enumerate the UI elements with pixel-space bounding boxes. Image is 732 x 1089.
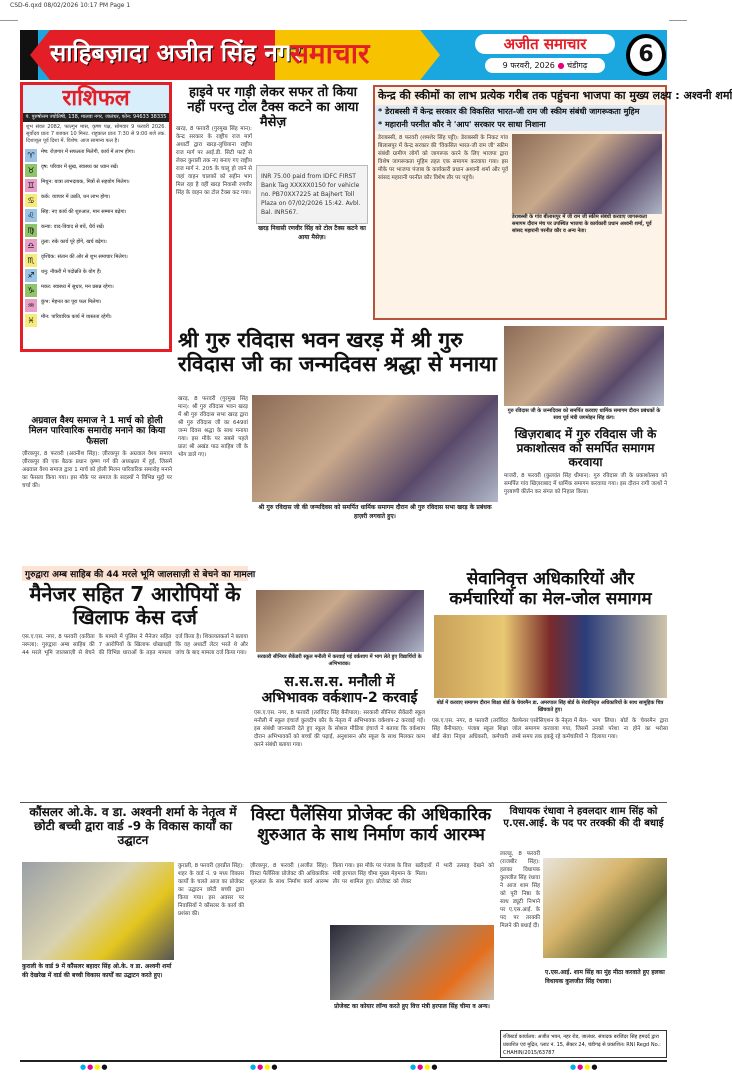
section-title: साहिबज़ादा अजीत सिंह नगर xyxy=(50,39,302,67)
crop-mark xyxy=(669,20,687,21)
manauli-article xyxy=(252,654,427,749)
gurdwara-kicker: गुरुद्वारा अम्ब साहिब की 44 मरले भूमि जालसाज़ी से बेचने का मामला xyxy=(22,566,248,581)
councillor-headline: कौंसलर ओ.के. व डा. अश्वनी शर्मा के नेतृत्व में छोटी बच्ची द्वारा वार्ड -9 के विकास कार्यों का उद्घाटन xyxy=(29,805,237,847)
kendra-figure xyxy=(512,134,662,235)
highway-caption: खरड़ निवासी रणवीर सिंह को टोल टैक्स कटने का आया मैसेज़। xyxy=(258,225,366,241)
zodiac-icon: ♑ xyxy=(25,284,37,297)
rashi-text: वृष: परिवार में सुख, स्वास्थ्य का ध्यान रखें। xyxy=(41,164,119,170)
vista-headline: विस्टा पैलेंसिया प्रोजेक्ट की अधिकारिक शुरुआत के साथ निर्माण कार्य आरम्भ xyxy=(250,805,492,845)
rashi-text: मीन: पारिवारिक कार्य में व्यस्तता रहेगी। xyxy=(41,314,112,320)
rashi-item-2 xyxy=(25,179,167,192)
rashifal-box xyxy=(20,82,172,352)
khizrabad-headline: खिज़राबाद में गुरु रविदास जी के प्रकाशोत्सव को समर्पित समागम करवाया xyxy=(514,427,657,469)
rashi-item-11 xyxy=(25,314,167,327)
crop-mark xyxy=(0,20,18,21)
manauli-caption: सरकारी सीनियर सैकेंडरी स्कूल मनौली में करवाई गई वर्कशाप में भाग लेते हुए विद्यार्थियों के अभिभावक। xyxy=(257,654,422,667)
zodiac-icon: ♍ xyxy=(25,224,37,237)
masthead-banner xyxy=(20,30,667,80)
sms-screenshot: INR 75.00 paid from IDFC FIRST Bank Tag XXXXX0150 for vehicle no. PB70XX7225 at Bajhert Toll Plaza on 07/02/2026 15:42. Avbl. Bal. INR567. xyxy=(256,165,368,224)
rashi-item-10 xyxy=(25,299,167,312)
dot-icon: ● xyxy=(557,61,565,70)
khizrabad-body: माजरी, 8 फरवरी (कुलवंत सिंह धीमान): गुरु रविदास जी के प्रकाशोत्सव को समर्पित गांव खिज़राबाद में धार्मिक समागम करवाया गया। इस दौरान रागी जत्थों ने गुरबाणी कीर्तन कर संगत को निहाल किया। xyxy=(504,473,667,496)
section-word: समाचार xyxy=(290,37,370,70)
ravidas-caption: श्री गुरु रविदास जी की जन्मदिवस को समर्पित धार्मिक समागम दौरान श्री गुरु रविदास सभा खरड़ के प्रबंधक हाज़री लगवाते हुए। xyxy=(258,504,492,520)
councillor-caption: कुराली के वार्ड 9 में कौंसलर बहादर सिंह ओ.के. व डा. अश्वनी शर्मा की देखरेख में वार्ड की बच्ची विकास कार्यों का उद्घाटन करते हुए। xyxy=(22,963,172,979)
sevanivrit-body: एस.ए.एस. नगर, 8 फरवरी (तरविंदर सिंह बैनीपाल): पंजाब स्कूल शिक्षा बोर्ड सेवा निवृत्त अधिकारी, कर्मचारी वैलफेयर एसोसिएशन के नेतृत्व में मेल-जोल समागम करवाया गया, जिसमें लम्बे समय तक इकट्ठे रहे कर्मचारियों ने भाग लिया। बोर्ड के चेयरमैन द्वारा उनको परेशा ना होने का भरोसा दिलाया गया। xyxy=(432,718,668,740)
zodiac-icon: ♒ xyxy=(25,299,37,312)
vista-caption: प्रोजेक्ट का कोयार लॉन्च करते हुए वित्त मंत्री हरपाल सिंह चीमा व अन्य। xyxy=(334,1003,490,1010)
rashi-text: वृश्चिक: संतान की ओर से शुभ समाचार मिलेगा। xyxy=(41,254,128,260)
kendra-caption: डेराबस्सी के गांव बीलासपुर में जी राम जी स्कीम संबंधी करवाए जागरूकता समागम दौरान मंच पर उपस्थित भाजपा के कार्यकारी प्रधान अश्वनी शर्मा, पूर्व सांसद महारानी परनीत कौर व अन्य नेता। xyxy=(512,213,652,234)
city: चंडीगढ़ xyxy=(566,61,588,70)
rashi-item-6 xyxy=(25,239,167,252)
rashifal-intro: शुभ संवत 2082, फाल्गुन मास, कृष्ण पक्ष, सोमवार 9 फरवरी 2026. सूर्योदय प्रातः 7 बजकर 10 मिनट. राहुकाल प्रातः 7:30 से 9:00 बजे तक. दिशाशूल पूर्व दिशा में. विशेष: आज सामान्य फल है। xyxy=(26,124,166,144)
rashi-item-8 xyxy=(25,269,167,282)
zodiac-icon: ♏ xyxy=(25,254,37,267)
registration-marks: ●●●● xyxy=(570,1063,599,1071)
zodiac-icon: ♐ xyxy=(25,269,37,282)
manauli-body: एस.ए.एस. नगर, 8 फरवरी (तरविंदर सिंह बैनीपाल): सरकारी सीनियर सैकेंडरी स्कूल मनौली में स्कूल इंचार्ज कुलदीप कौर के नेतृत्व में अभिभावक वर्कशाप-2 करवाई गई। इस संबंधी जानकारी देते हुए स्कूल के सोशल मीडिया इंचार्ज ने बताया कि वर्कशाप दौरान अभिभावकों को बच्चों की पढ़ाई, अनुशासन और स्कूल के साथ मिलकर काम करने संबंधी बताया गया। xyxy=(254,710,425,749)
kendra-subhead-1: * डेराबस्सी में केन्द्र सरकार की विकसित भारत-जी राम जी स्कीम संबंधी जागरूकता मुहिम xyxy=(375,105,665,118)
vista-photo xyxy=(330,925,494,1000)
rashi-text: मेष: रोज़गार में सफलता मिलेगी, कार्य में लाभ होगा। xyxy=(41,149,135,155)
vidhayak-caption: ए.एस.आई. शाम सिंह का मुंह मीठा करवाते हुए हलका विधायक कुलजीत सिंह रंधावा। xyxy=(545,969,665,985)
zodiac-icon: ♎ xyxy=(25,239,37,252)
rashi-text: कर्क: व्यापार में उन्नति, धन लाभ होगा। xyxy=(41,194,111,200)
vidhayak-headline: विधायक रंधावा ने हवलदार शाम सिंह को ए.एस.आई. के पद पर तरक्की की दी बधाई xyxy=(503,806,664,829)
zodiac-icon: ♉ xyxy=(25,164,37,177)
divider xyxy=(20,802,667,803)
rashi-text: धनु: नौकरी में पदोन्नति के योग हैं। xyxy=(41,269,102,275)
councillor-body: कुराली, 8 फरवरी (हरप्रीत सिंह): शहर के वार्ड नं. 9 मध्य विकास कार्यों के चलते आज का प्रोजेक्ट का उद्घाटन छोटी बच्ची द्वारा किया गया। इस अवसर पर निवासियों ने कौंसलर के कार्य की प्रशंसा की। xyxy=(178,863,244,917)
imprint-box: रजिस्टर्ड कार्यालय: अजीत भवन, नहर रोड, जालंधर. संपादक बरजिंदर सिंह हमदर्द द्वारा प्रकाशित एवं मुद्रित, प्लाट नं. 15, सैक्टर 24, चंडीगढ़ से प्रकाशित। RNI Regd No.: CHAHIN/2015/63787 xyxy=(500,1030,667,1058)
sevanivrit-article xyxy=(432,700,668,741)
date-line xyxy=(485,58,605,73)
aggarwal-headline: अग्रवाल वैश्य समाज ने 1 मार्च को होली मिलन पारिवारिक समारोह मनाने का किया फैसला xyxy=(28,416,166,447)
rashi-item-5 xyxy=(25,224,167,237)
date: 9 फरवरी, 2026 xyxy=(502,61,555,70)
kendra-article xyxy=(375,131,665,234)
kendra-body: डेराबस्सी, 8 फरवरी (शमशेर सिंह पट्टी): डेराबस्सी के निकट गांव बिलासपुर में केन्द्र सरकार की 'विकसित भारत-जी राम जी' स्कीम संबंधी ग्रामीण लोगों को जागरूक करने के लिए भाजपा द्वारा विशेष जागरूकता मुहिम तहत एक समागम करवाया गया। इस मौके पर भाजपा पंजाब के कार्यकारी प्रधान अश्वनी शर्मा और पूर्व सांसद महारानी परनीत कौर विशेष तौर पर पहुंचे। xyxy=(378,134,508,181)
registration-marks: ●●●● xyxy=(80,1063,109,1071)
kendra-article-box xyxy=(373,85,732,320)
rashi-item-1 xyxy=(25,164,167,177)
kendra-subhead-2: * महारानी परनीत कौर ने 'आप' सरकार पर साधा निशाना xyxy=(375,118,665,131)
zodiac-icon: ♊ xyxy=(25,179,37,192)
vista-body: ज़ीरकपुर, 8 फरवरी (अजीत सिंह): विस्टा पैलेंसिया प्रोजेक्ट की अधिकारिक शुरुआत के साथ निर्माण कार्य आरम्भ किया गया। इस मौके पर पंजाब के वित्त मंत्री हरपाल सिंह चीमा मुख्य मेहमान के तौर पर शामिल हुए। प्रोजेक्ट को लेकर खरीदारों में भारी उत्साह देखने को मिला। xyxy=(250,863,494,885)
rashi-text: कुंभ: मेहनत का पूरा फल मिलेगा। xyxy=(41,299,102,305)
registration-marks: ●●●● xyxy=(250,1063,279,1071)
ravidas-body: खरड़, 8 फरवरी (गुरमुख सिंह मान): श्री गुरु रविदास भवन खरड़ में श्री गुरु रविदास सभा खरड़ द्वारा श्री गुरु रविदास जी का 649वां जन्म दिवस श्रद्धा के साथ मनाया गया। इस मौके पर सबसे पहले प्रातः श्री अखंड पाठ साहिब जी के भोग डाले गए। xyxy=(178,396,248,458)
rashi-text: मिथुन: यात्रा लाभदायक, मित्रों से सहयोग मिलेगा। xyxy=(41,179,130,185)
rashi-item-9 xyxy=(25,284,167,297)
rashifal-title: राशिफल xyxy=(23,85,169,113)
rashi-item-3 xyxy=(25,194,167,207)
highway-article xyxy=(176,125,368,245)
rashi-text: तुला: रुके कार्य पूरे होंगे, खर्च बढ़ेगा। xyxy=(41,239,107,245)
gurdwara-body: एस.ए.एस. नगर, 8 फरवरी (कविता नरूला): गुरुद्वारा अम्ब साहिब की 44 मरले भूमि जालसाज़ी से बेचने के मामले में पुलिस ने मैनेजर सहित 7 आरोपियों के खिलाफ धोखाधड़ी की विभिन्न धाराओं के तहत मामला दर्ज किया है। शिकायतकर्ता ने बताया कि वह अथार्टी लेटर भरते थे और जांच के बाद मामला दर्ज किया गया। xyxy=(22,634,248,656)
ravidas-photo-1 xyxy=(504,326,664,406)
paper-name: अजीत समाचार xyxy=(475,34,615,54)
zodiac-icon: ♋ xyxy=(25,194,37,207)
zodiac-icon: ♓ xyxy=(25,314,37,327)
print-slug: CSD-6.qxd 08/02/2026 10:17 PM Page 1 xyxy=(10,2,131,9)
kendra-photo xyxy=(512,134,662,214)
rashi-item-4 xyxy=(25,209,167,222)
manauli-headline: स.स.स.स. मनौली में अभिभावक वर्कशाप-2 करवाई xyxy=(261,674,418,707)
highway-body: खरड़, 8 फरवरी (गुरमुख सिंह मान): केन्द्र सरकार के राष्ट्रीय राज मार्ग अथार्टी द्वारा खरड़-लुधियाना राष्ट्रीय राज मार्ग पर आई.डी. सिटी फाटे से लेकर कुराली तक नए बनाए गए राष्ट्रीय राज मार्ग नं. 205 के चालू हो जाने से जहां वाहन चालकों को सहीन भाग मिल रहा है वहीं खरड़ निवासी रणवीर सिंह के वाहन का टोल टैक्स कट गया। xyxy=(176,126,252,196)
sevanivrit-photo xyxy=(434,615,667,698)
highway-headline: हाइवे पर गाड़ी लेकर सफर तो किया नहीं परन्तु टोल टैक्स कटने का आया मैसेज़ xyxy=(187,85,359,130)
khizrabad-article xyxy=(504,428,667,496)
page-number: 6 xyxy=(626,34,666,76)
gurdwara-article xyxy=(22,566,256,657)
rashi-item-0 xyxy=(25,149,167,162)
registration-marks: ●●●● xyxy=(410,1063,439,1071)
ravidas-headline: श्री गुरु रविदास भवन खरड़ में श्री गुरु रविदास जी का जन्मदिवस श्रद्धा से मनाया xyxy=(178,328,497,377)
astrologer-line: पं. पुरुषोत्तम ज्योतिषी, 138, मालवा नगर, जालंधर, फोन: 94633 38335 xyxy=(23,113,169,122)
sms-figure xyxy=(256,165,368,242)
rashi-text: सिंह: नए कार्य की शुरुआत, मान सम्मान बढ़ेगा। xyxy=(41,209,127,215)
zodiac-icon: ♌ xyxy=(25,209,37,222)
kendra-headline: केन्द्र की स्कीमों का लाभ प्रत्येक गरीब तक पहुंचना भाजपा का मुख्य लक्ष्य : अश्वनी शर्मा xyxy=(378,89,732,102)
sevanivrit-caption: बोर्ड में करवाए समागम दौरान शिक्षा बोर्ड के चेयरमैन डा. अमरपाल सिंह बोर्ड के सेवानिवृत्त अधिकारियों के साथ सामूहिक चित्र खिंचवाते हुए। xyxy=(436,700,664,713)
sevanivrit-headline: सेवानिवृत्त अधिकारियों और कर्मचारियों का मेल-जोल समागम xyxy=(449,569,652,609)
aggarwal-article xyxy=(22,416,172,490)
ravidas-photo-caption: गुरु रविदास जी के जन्मदिवस को समर्पित करवाए धार्मिक समागम दौरान प्रबंधकों के साथ पूर्व मंत्री जगमोहन सिंह कंग। xyxy=(507,408,661,421)
rashi-item-7 xyxy=(25,254,167,267)
councillor-photo xyxy=(22,862,174,960)
rashi-text: मकर: स्वास्थ्य में सुधार, मन प्रसन्न रहेगा। xyxy=(41,284,114,290)
gurdwara-headline: मैनेजर सहित 7 आरोपियों के खिलाफ केस दर्ज xyxy=(29,582,241,629)
aggarwal-body: ज़ीरकपुर, 8 फरवरी (अवनीश सिंह): ज़ीरकपुर के अग्रवाल वैश्य समाज ज़ीरकपुर की एक बैठक प्रधान कृष्ण गर्ग की अध्यक्षता में हुई, जिसमें अग्रवाल वैश्य समाज द्वारा 1 मार्च को होली मिलन पारिवारिक समारोह मनाने का फैसला किया गया। इस मौके पर समाज के सदस्यों ने विभिन्न मुद्दों पर चर्चा की। xyxy=(22,451,172,490)
vidhayak-body: लालड़ू, 8 फरवरी (राजबीर सिंह): हलका विधायक कुलजीत सिंह रंधावा ने आज शाम सिंह को पूरी निष्ठा के साथ ड्यूटी निभाने पर ए.एस.आई. के पद पर तरक्की मिलने की बधाई दी। xyxy=(500,851,540,929)
zodiac-icon: ♈ xyxy=(25,149,37,162)
vidhayak-photo xyxy=(543,858,667,958)
ravidas-photo-2 xyxy=(252,395,498,502)
footer-rule xyxy=(20,1060,667,1062)
rashi-text: कन्या: वाद-विवाद से बचें, धैर्य रखें। xyxy=(41,224,105,230)
manauli-photo xyxy=(256,590,424,652)
